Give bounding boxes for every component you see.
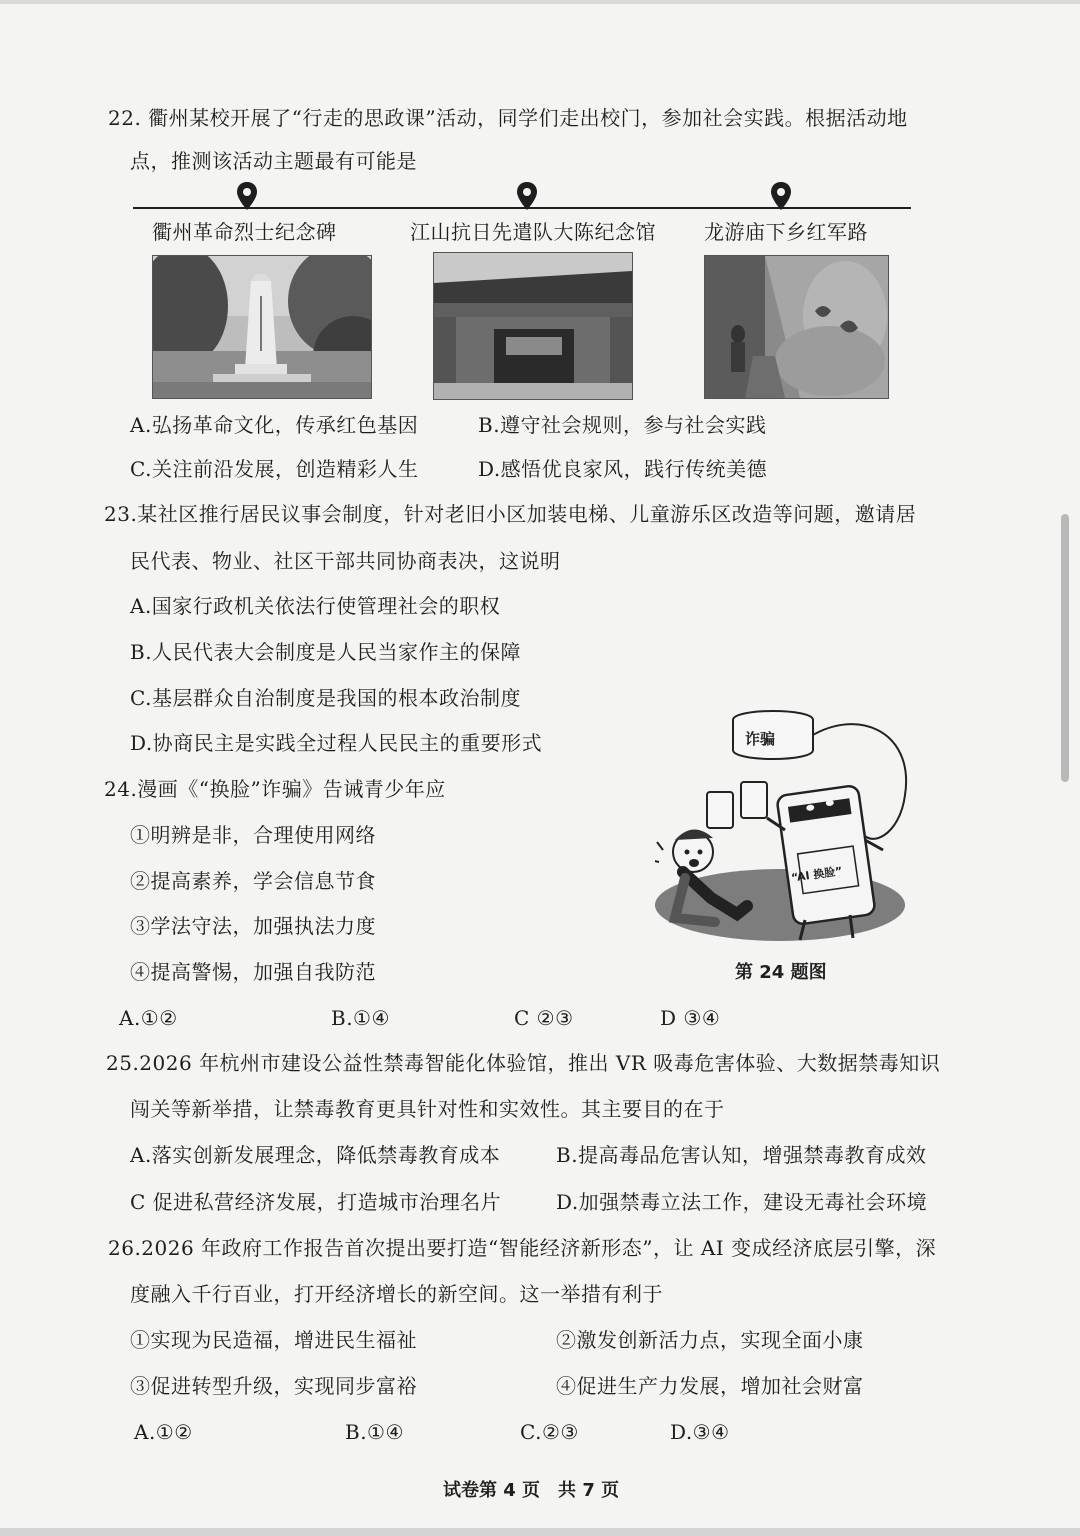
q23-option-b: B.人民代表大会制度是人民当家作主的保障 [130,640,522,664]
q24-item-2: ②提高素养，学会信息节食 [130,869,376,893]
q25-option-a: A.落实创新发展理念，降低禁毒教育成本 [130,1143,501,1167]
q23-stem-line1: 23.某社区推行居民议事会制度，针对老旧小区加装电梯、儿童游乐区改造等问题，邀请居 [104,502,917,526]
location-pin-icon [769,181,793,211]
q24-option-c: C ②③ [514,1006,574,1030]
memorial-hall-photo [433,252,633,400]
q24-item-1: ①明辨是非，合理使用网络 [130,823,376,847]
location-label-red-army-road: 龙游庙下乡红军路 [704,220,868,244]
q23-stem-line2: 民代表、物业、社区干部共同协商表决，这说明 [130,549,561,573]
q22-option-c: C.关注前沿发展，创造精彩人生 [130,457,419,481]
q26-item-2: ②激发创新活力点，实现全面小康 [556,1328,864,1352]
q26-stem-line2: 度融入千行百业，打开经济增长的新空间。这一举措有利于 [130,1282,663,1306]
q24-option-a: A.①② [119,1006,178,1030]
q26-item-3: ③促进转型升级，实现同步富裕 [130,1374,417,1398]
q24-option-b: B.①④ [331,1006,390,1030]
top-edge [0,0,1080,4]
q26-option-c: C.②③ [520,1420,579,1444]
q26-item-1: ①实现为民造福，增进民生福祉 [130,1328,417,1352]
red-army-road-photo [704,255,889,399]
q22-option-b: B.遵守社会规则，参与社会实践 [478,413,767,437]
q24-item-3: ③学法守法，加强执法力度 [130,914,376,938]
q24-stem: 24.漫画《“换脸”诈骗》告诫青少年应 [104,777,446,801]
q22-stem-line1: 22. 衢州某校开展了“行走的思政课”活动，同学们走出校门，参加社会实践。根据活动地 [108,106,908,130]
q24-option-d: D ③④ [660,1006,721,1030]
q22-option-d: D.感悟优良家风，践行传统美德 [478,457,768,481]
location-label-monument: 衢州革命烈士纪念碑 [152,220,337,244]
page-footer: 试卷第 4 页 共 7 页 [443,1480,620,1501]
location-pin-icon [515,181,539,211]
q25-stem-line1: 25.2026 年杭州市建设公益性禁毒智能化体验馆，推出 VR 吸毒危害体验、大数据禁毒知识 [106,1051,941,1075]
cartoon-ai-face-swap-label: “AI 换脸” [790,864,844,885]
bottom-edge [0,1528,1080,1536]
q26-item-4: ④促进生产力发展，增加社会财富 [556,1374,864,1398]
q25-option-d: D.加强禁毒立法工作，建设无毒社会环境 [556,1190,928,1214]
q22-stem-line2: 点，推测该活动主题最有可能是 [130,149,417,173]
location-label-memorial-hall: 江山抗日先遣队大陈纪念馆 [410,220,656,244]
q26-stem-line1: 26.2026 年政府工作报告首次提出要打造“智能经济新形态”，让 AI 变成经济底层引擎，深 [108,1236,937,1260]
q23-option-a: A.国家行政机关依法行使管理社会的职权 [130,594,501,618]
q26-option-a: A.①② [134,1420,193,1444]
q26-option-b: B.①④ [345,1420,404,1444]
location-pin-icon [235,181,259,211]
q23-option-d: D.协商民主是实践全过程人民民主的重要形式 [130,731,543,755]
q23-option-c: C.基层群众自治制度是我国的根本政治制度 [130,686,521,710]
q25-option-b: B.提高毒品危害认知，增强禁毒教育成效 [556,1143,927,1167]
q24-figure-caption: 第 24 题图 [735,962,827,983]
q25-stem-line2: 闯关等新举措，让禁毒教育更具针对性和实效性。其主要目的在于 [130,1097,725,1121]
face-swap-fraud-cartoon [655,700,915,945]
q24-item-4: ④提高警惕，加强自我防范 [130,960,376,984]
monument-photo [152,255,372,399]
vertical-scrollbar[interactable] [1061,514,1069,782]
q25-option-c: C 促进私营经济发展，打造城市治理名片 [130,1190,502,1214]
cartoon-fraud-label: 诈骗 [745,730,776,748]
q22-option-a: A.弘扬革命文化，传承红色基因 [130,413,419,437]
q26-option-d: D.③④ [670,1420,730,1444]
